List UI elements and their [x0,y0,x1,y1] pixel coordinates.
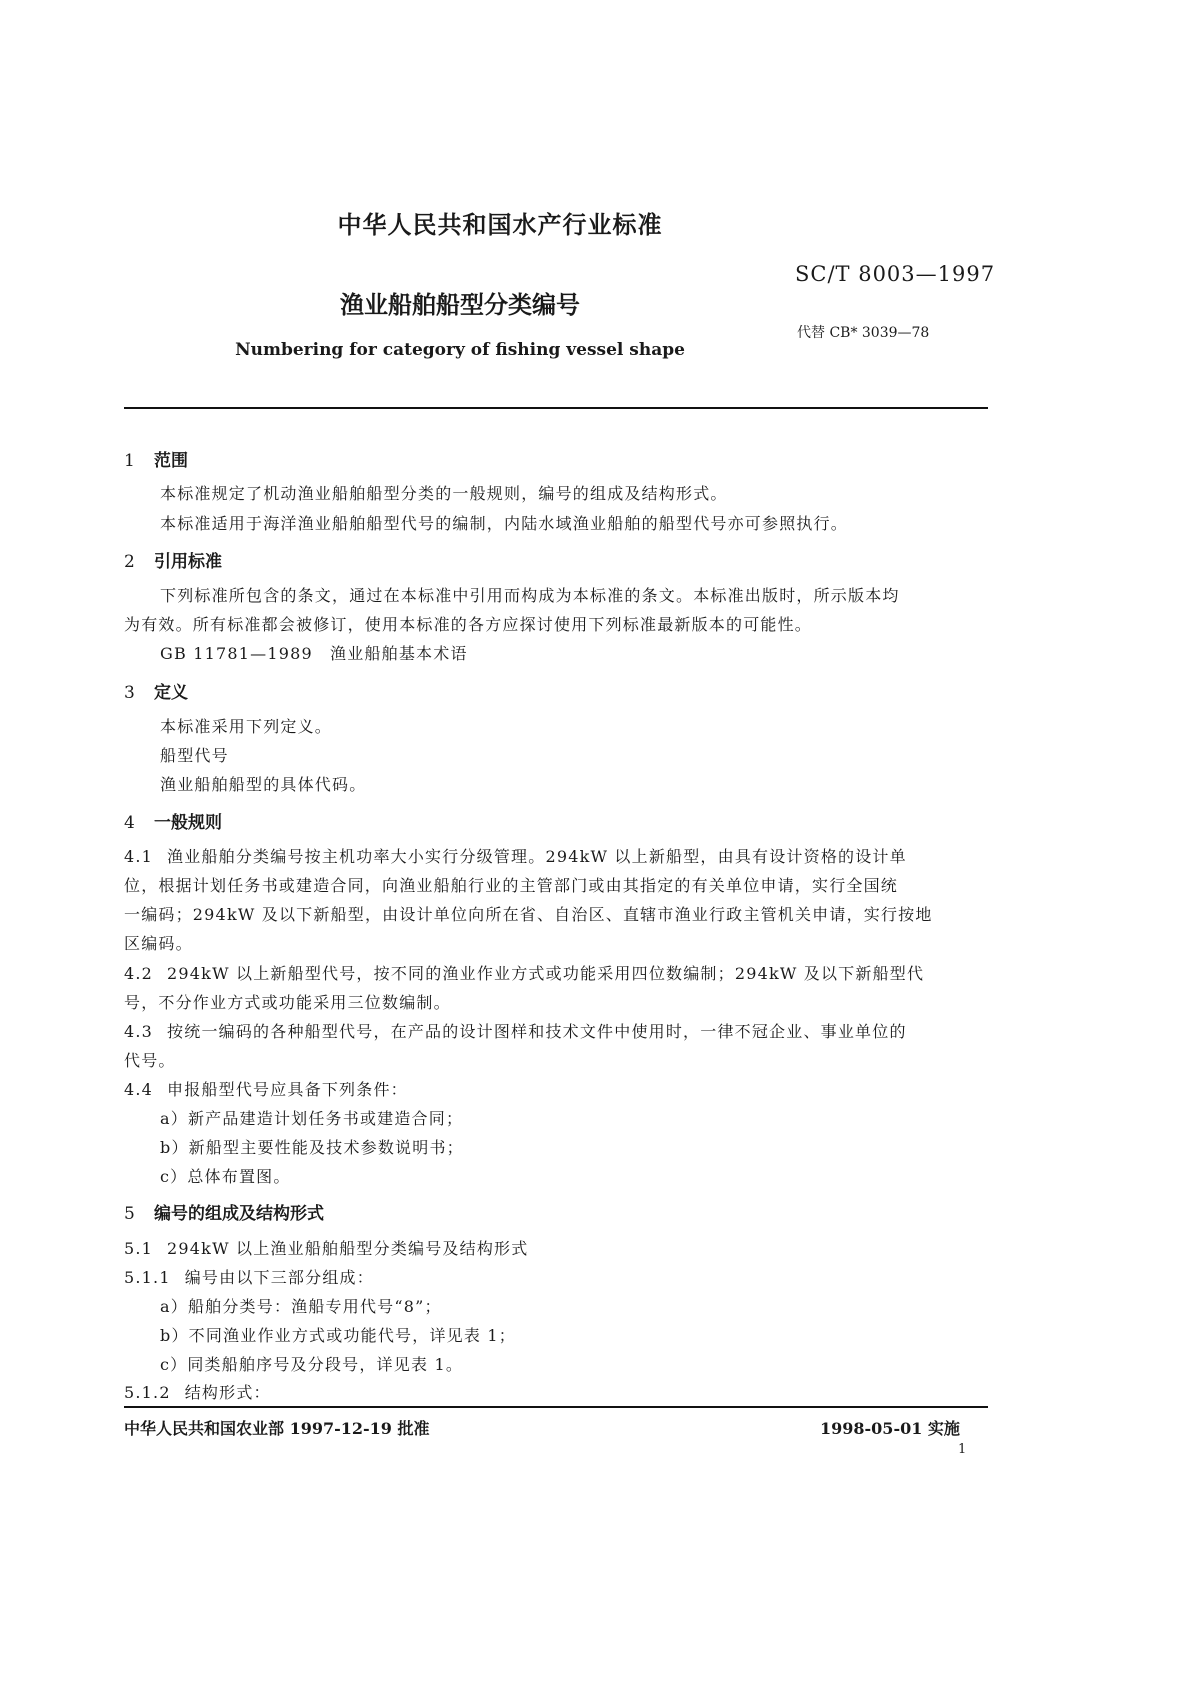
section-5-heading [124,1199,324,1224]
section-3-title: 定义 [154,683,188,703]
clause-5-1-1 [124,1265,374,1288]
list-item: a）新产品建造计划任务书或建造合同； [160,1109,464,1128]
section-3-term: 船型代号 [160,746,229,765]
clause-5-1-1-text: 编号由以下三部分组成： [184,1268,374,1287]
clause-5-1 [124,1236,528,1259]
section-1-title: 范围 [154,451,188,471]
list-item: c）总体布置图。 [160,1167,291,1186]
clause-5-1-number: 5.1 [124,1239,154,1258]
section-1-number: 1 [124,451,135,471]
section-2-heading [124,547,222,572]
clause-5-1-2-text: 结构形式： [184,1383,271,1402]
approval-line: 中华人民共和国农业部 1997-12-19 批准 [124,1419,430,1438]
clause-4-2-line-2: 号，不分作业方式或功能采用三位数编制。 [124,993,451,1012]
clause-4-3-line-1 [124,1019,907,1042]
page-title: 渔业船舶船型分类编号 [340,290,580,319]
standard-org: 中华人民共和国水产行业标准 [337,210,663,239]
clause-4-3-text: 按统一编码的各种船型代号，在产品的设计图样和技术文件中使用时，一律不冠企业、事业单位的 [167,1022,907,1041]
clause-4-2-text: 294kW 以上新船型代号，按不同的渔业作业方式或功能采用四位数编制；294kW 及以下新船型代 [167,964,925,983]
page-number: 1 [958,1442,967,1457]
section-4-title: 一般规则 [154,813,222,833]
clause-5-1-2 [124,1380,271,1403]
section-4-number: 4 [124,813,135,833]
section-3-para-1: 本标准采用下列定义。 [160,717,333,736]
section-2-title: 引用标准 [154,552,222,572]
section-2-para-1b: 为有效。所有标准都会被修订，使用本标准的各方应探讨使用下列标准最新版本的可能性。 [124,615,813,634]
footer-divider [124,1406,988,1408]
clause-4-2-line-1 [124,961,924,984]
section-2-number: 2 [124,552,135,572]
header-divider [124,407,988,409]
list-item: c）同类船舶序号及分段号，详见表 1。 [160,1355,464,1374]
section-5-number: 5 [124,1204,135,1224]
section-1-heading [124,446,188,471]
clause-4-1-line-2: 位，根据计划任务书或建造合同，向渔业船舶行业的主管部门或由其指定的有关单位申请，实行全国统 [124,876,899,895]
section-2-para-1a: 下列标准所包含的条文，通过在本标准中引用而构成为本标准的条文。本标准出版时，所示版本均 [160,586,900,605]
clause-4-3-line-2: 代号。 [124,1051,176,1070]
clause-4-2-number: 4.2 [124,964,154,983]
clause-4-4-number: 4.4 [124,1080,154,1099]
clause-4-1-line-4: 区编码。 [124,934,193,953]
clause-4-3-number: 4.3 [124,1022,154,1041]
section-3-number: 3 [124,683,135,703]
section-3-heading [124,678,188,703]
clause-4-1-line-1 [124,844,907,867]
clause-5-1-text: 294kW 以上渔业船舶船型分类编号及结构形式 [167,1239,529,1258]
clause-5-1-1-number: 5.1.1 [124,1268,171,1287]
list-item: b）新船型主要性能及技术参数说明书； [160,1138,464,1157]
implementation-date: 1998-05-01 实施 [820,1419,960,1438]
list-item: a）船舶分类号：渔船专用代号“8”； [160,1297,442,1316]
section-1-para-1: 本标准规定了机动渔业船舶船型分类的一般规则，编号的组成及结构形式。 [160,484,728,503]
section-5-title: 编号的组成及结构形式 [154,1204,324,1224]
standard-code: SC/T 8003—1997 [795,262,996,286]
section-2-reference: GB 11781—1989 渔业船舶基本术语 [160,644,468,663]
clause-4-1-number: 4.1 [124,847,154,866]
replaces-note: 代替 CB* 3039—78 [797,325,930,341]
english-title: Numbering for category of fishing vessel shape [235,340,685,360]
clause-4-4-line-1 [124,1077,408,1100]
section-3-definition: 渔业船舶船型的具体代码。 [160,775,367,794]
list-item: b）不同渔业作业方式或功能代号，详见表 1； [160,1326,516,1345]
section-4-heading [124,808,222,833]
clause-4-4-text: 申报船型代号应具备下列条件： [167,1080,408,1099]
section-1-para-2: 本标准适用于海洋渔业船舶船型代号的编制，内陆水域渔业船舶的船型代号亦可参照执行。 [160,514,849,533]
clause-5-1-2-number: 5.1.2 [124,1383,171,1402]
clause-4-1-text: 渔业船舶分类编号按主机功率大小实行分级管理。294kW 以上新船型，由具有设计资格的设计单 [167,847,907,866]
clause-4-1-line-3: 一编码；294kW 及以下新船型，由设计单位向所在省、自治区、直辖市渔业行政主管机关申请，实行按地 [124,905,933,924]
